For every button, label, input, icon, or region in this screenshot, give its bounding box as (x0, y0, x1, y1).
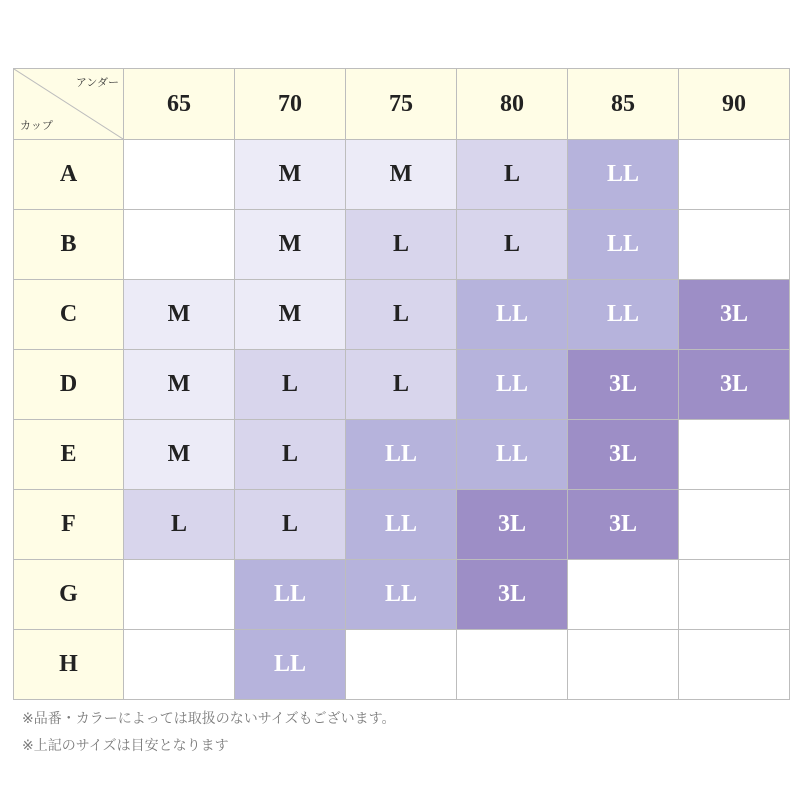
size-cell: M (235, 280, 346, 350)
size-cell (124, 560, 235, 630)
size-cell: M (235, 140, 346, 210)
size-cell: LL (568, 280, 679, 350)
size-cell: M (124, 280, 235, 350)
size-cell: L (346, 280, 457, 350)
size-cell: L (346, 350, 457, 420)
size-cell (457, 630, 568, 700)
size-cell: L (235, 490, 346, 560)
size-cell: M (235, 210, 346, 280)
size-cell: LL (568, 210, 679, 280)
size-cell: 3L (457, 490, 568, 560)
size-cell (679, 560, 790, 630)
size-cell: M (124, 420, 235, 490)
notes (22, 706, 396, 760)
under-size-header-70: 70 (235, 69, 346, 140)
size-cell: LL (235, 560, 346, 630)
size-cell (346, 630, 457, 700)
size-cell (679, 210, 790, 280)
under-size-header-75: 75 (346, 69, 457, 140)
size-cell: LL (346, 490, 457, 560)
size-cell: LL (568, 140, 679, 210)
cup-label: カップ (20, 119, 53, 132)
size-cell (568, 630, 679, 700)
size-cell: L (235, 350, 346, 420)
size-cell: LL (457, 280, 568, 350)
size-cell: 3L (679, 350, 790, 420)
size-cell: M (346, 140, 457, 210)
size-cell: L (457, 210, 568, 280)
size-cell: LL (346, 420, 457, 490)
cup-row-E (14, 420, 790, 490)
size-cell (124, 210, 235, 280)
cup-row-D (14, 350, 790, 420)
cup-header-C: C (14, 280, 124, 350)
size-cell: L (457, 140, 568, 210)
under-size-header-90: 90 (679, 69, 790, 140)
size-cell: M (124, 350, 235, 420)
size-cell (679, 630, 790, 700)
cup-header-E: E (14, 420, 124, 490)
size-cell: LL (235, 630, 346, 700)
cup-row-F (14, 490, 790, 560)
size-cell: 3L (457, 560, 568, 630)
cup-row-B (14, 210, 790, 280)
cup-header-B: B (14, 210, 124, 280)
table-body (14, 140, 790, 700)
size-cell (568, 560, 679, 630)
cup-header-F: F (14, 490, 124, 560)
size-cell (679, 420, 790, 490)
cup-header-A: A (14, 140, 124, 210)
cup-row-A (14, 140, 790, 210)
under-size-header-80: 80 (457, 69, 568, 140)
size-cell: LL (457, 350, 568, 420)
note-availability: ※品番・カラーによっては取扱のないサイズもございます。 (22, 711, 396, 727)
size-cell: 3L (568, 350, 679, 420)
cup-row-C (14, 280, 790, 350)
header-row (14, 69, 790, 140)
size-cell: 3L (679, 280, 790, 350)
size-cell: LL (346, 560, 457, 630)
under-size-header-85: 85 (568, 69, 679, 140)
cup-header-H: H (14, 630, 124, 700)
size-cell (124, 630, 235, 700)
size-cell: L (124, 490, 235, 560)
size-cell (124, 140, 235, 210)
note-guideline: ※上記のサイズは目安となります (22, 738, 229, 754)
under-label: アンダー (75, 76, 119, 89)
corner-header-cell (14, 69, 124, 140)
size-cell (679, 490, 790, 560)
size-cell (679, 140, 790, 210)
size-chart-table (13, 68, 790, 700)
size-cell: LL (457, 420, 568, 490)
cup-row-H (14, 630, 790, 700)
cup-row-G (14, 560, 790, 630)
size-cell: 3L (568, 420, 679, 490)
cup-header-D: D (14, 350, 124, 420)
under-size-header-65: 65 (124, 69, 235, 140)
size-cell: 3L (568, 490, 679, 560)
cup-header-G: G (14, 560, 124, 630)
size-cell: L (346, 210, 457, 280)
size-cell: L (235, 420, 346, 490)
